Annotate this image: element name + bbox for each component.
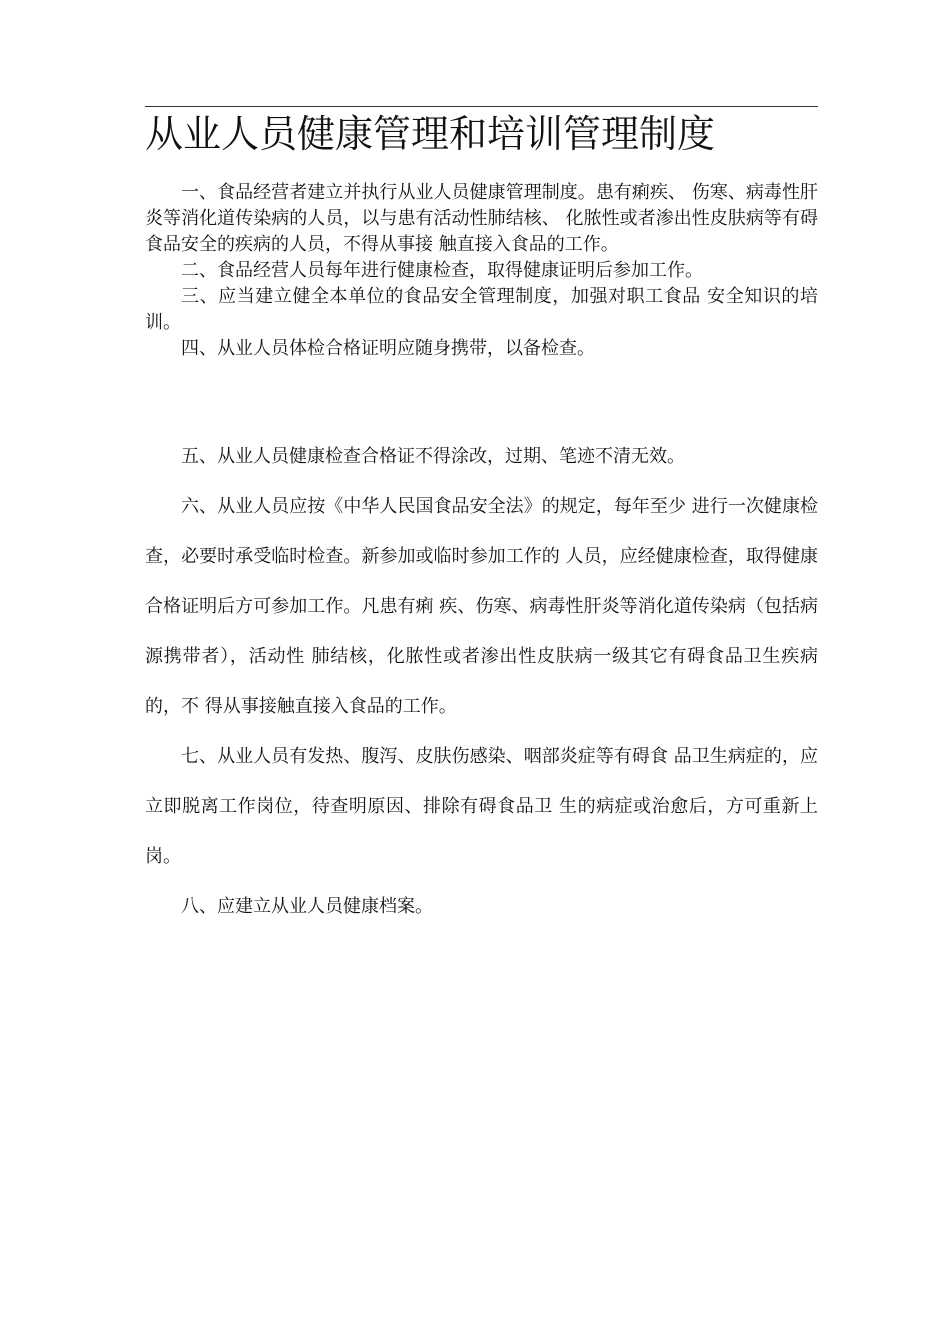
paragraph-3: 三、应当建立健全本单位的食品安全管理制度，加强对职工食品 安全知识的培训。 (145, 286, 818, 333)
paragraph-8: 八、应建立从业人员健康档案。 (181, 896, 433, 917)
paragraph-5: 五、从业人员健康检查合格证不得涂改，过期、笔迹不清无效。 (181, 446, 685, 467)
header-rule (145, 106, 818, 107)
paragraph-4: 四、从业人员体检合格证明应随身携带，以备检查。 (181, 338, 595, 359)
paragraph-6: 六、从业人员应按《中华人民国食品安全法》的规定，每年至少 进行一次健康检查，必要时承受临时检查。新参加或临时参加工作的 人员，应经健康检查，取得健康合格证明后方可参加工作。凡患有痢 疾、伤寒、病毒性肝炎等消化道传染病（包括病源携带者），活动性 肺结核，化脓性或者渗出性皮肤病一级其它有碍食品卫生疾病的，不 得从事接触直接入食品的工作。 (145, 496, 818, 717)
body-section-dense (145, 180, 818, 362)
paragraph-1: 一、食品经营者建立并执行从业人员健康管理制度。患有痢疾、 伤寒、病毒性肝炎等消化道传染病的人员，以与患有活动性肺结核、 化脓性或者渗出性皮肤病等有碍食品安全的疾病的人员，不得从事接 触直接入食品的工作。 (145, 182, 818, 255)
document-page (145, 0, 818, 1344)
paragraph-7: 七、从业人员有发热、腹泻、皮肤伤感染、咽部炎症等有碍食 品卫生病症的，应立即脱离工作岗位，待查明原因、排除有碍食品卫 生的病症或治愈后，方可重新上岗。 (145, 746, 818, 867)
body-section-loose (145, 432, 818, 932)
paragraph-2: 二、食品经营人员每年进行健康检查，取得健康证明后参加工作。 (181, 260, 703, 281)
document-title: 从业人员健康管理和培训管理制度 (145, 112, 716, 156)
